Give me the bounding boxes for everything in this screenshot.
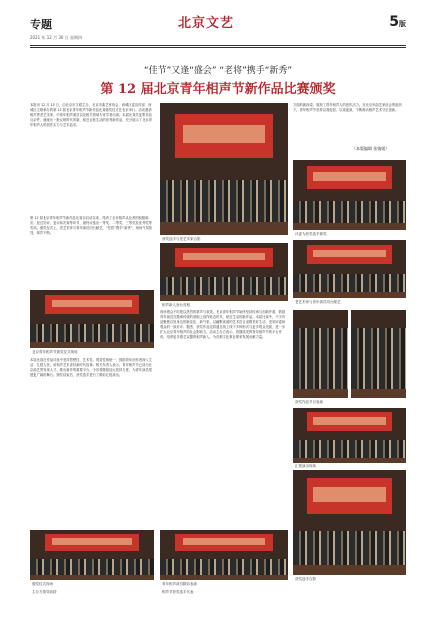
article-text-col1-top: 本报讯 12 月 15 日，由北京市文联主办，北京市曲艺家协会、西城区委宣传部、西城区文联承办的第 12 届北京青年相声节新作品比赛颁奖仪式在北京举行。活动邀请相声界老艺术家、中青年相声演员以及相关领域专家学者出席。本届比赛共征集作品百余件，涌现出一批反映时代风貌、贴近百姓生活的优秀新作品，充分展示了北京青年相声人的创作实力与艺术追求。 <box>30 103 152 127</box>
article-text-col1-mid: 第 12 届北京青年相声节新作品比赛自启动以来，得到了全市相声从业者的积极响应。经过初评、复评和决赛等环节，最终评选出一等奖、二等奖、三等奖及优秀奖等奖项。颁奖仪式上，老艺术家与青年演员同台献艺，“老将”携手“新秀”，现场气氛热烈，掌声不断。 <box>30 216 153 235</box>
section-label: 专题 <box>30 18 52 31</box>
photo-young-performers <box>160 530 288 580</box>
photo-ceremony-scene <box>30 530 154 580</box>
photo-showcase <box>293 408 406 463</box>
photo-caption: 汇报演出现场 <box>295 464 316 468</box>
photo-caption: 颁奖仪式现场 <box>32 582 53 586</box>
page-number-suffix: 版 <box>399 20 406 28</box>
photo-performance-right <box>351 310 406 398</box>
page-number <box>389 14 406 30</box>
photo-caption: 北京青年相声节颁奖仪式现场 <box>32 350 78 354</box>
article-text-col2: 现场观众不时报以热烈的掌声与欢笑。北京青年相声节始终坚持传承与创新并重，鼓励青年演员在继承传统的基础上创作贴近时代、贴近生活的新作品。本届比赛中，不少作品聚焦百姓身边的新变化、新气象，以幽默诙谐的艺术语言讴歌美好生活，受到评委和观众的一致好评。据悉，获奖作品还将通过线上线下多种形式与更多观众见面，进一步扩大北京青年相声的社会影响力。活动主办方表示，将继续发挥青年相声节的平台作用，培养更多德艺双馨的相声新人，为首都文化事业繁荣发展贡献力量。 <box>160 310 286 339</box>
photo-award-ceremony <box>30 290 154 348</box>
photo-performance-left <box>293 310 348 398</box>
photo-caption: 主办方领导致辞 <box>32 590 57 594</box>
photo-caption: 获奖作品节目表演 <box>295 400 323 404</box>
article-text-col3-top: 方面的新探索，展现了青年相声人的创作活力。在北京市曲艺家协会的组织下，青年相声节坚持以赛促创、以赛促演，不断推动相声艺术守正创新。 <box>293 103 402 112</box>
issue-date: 2021 年 12 月 30 日 星期四 <box>30 35 82 40</box>
photo-caption: 相声新人登台亮相 <box>162 303 190 307</box>
masthead-logo: 北京文艺 <box>178 16 235 31</box>
header-rule-thin <box>30 47 406 48</box>
article-text-col1-bottom: 本届比赛在作品评选中坚持思想性、艺术性、观赏性相统一，鼓励青年创作者深入生活、扎根人民，用相声艺术讲好新时代故事。相关负责人表示，青年相声节已成为北京曲艺界发现人才、推出新作的重要平台，今后将继续加大扶持力度，为青年演员搭建更广阔的舞台。颁奖结束后，获奖选手进行了精彩汇报演出。 <box>30 358 152 377</box>
photo-award-group <box>160 103 288 235</box>
photo-performers-lineup <box>160 243 288 301</box>
photo-veteran-performance <box>293 240 406 298</box>
photo-caption: 老艺术家与青年演员同台献艺 <box>295 300 341 304</box>
photo-caption: 获奖选手合影 <box>295 577 316 581</box>
photo-judges-award <box>293 160 406 230</box>
header-rule <box>30 45 406 46</box>
photo-caption: 获奖选手与老艺术家合影 <box>162 237 201 241</box>
article-headline: 第 12 届北京青年相声节新作品比赛颁奖 <box>100 82 336 97</box>
photo-caption: 青年相声演员精彩表演 <box>162 582 197 586</box>
article-subhead: “佳节”又逢“盛会” “老将”携手“新秀” <box>143 66 293 76</box>
photo-caption: 相声节获奖选手代表 <box>162 590 194 594</box>
photo-group-photo <box>293 470 406 575</box>
photo-caption: 评委为获奖选手颁奖 <box>295 232 327 236</box>
page-number-value: 5 <box>389 14 399 30</box>
editor-credit: （本版编辑 张婧媛） <box>352 146 390 151</box>
header-left <box>30 16 150 41</box>
